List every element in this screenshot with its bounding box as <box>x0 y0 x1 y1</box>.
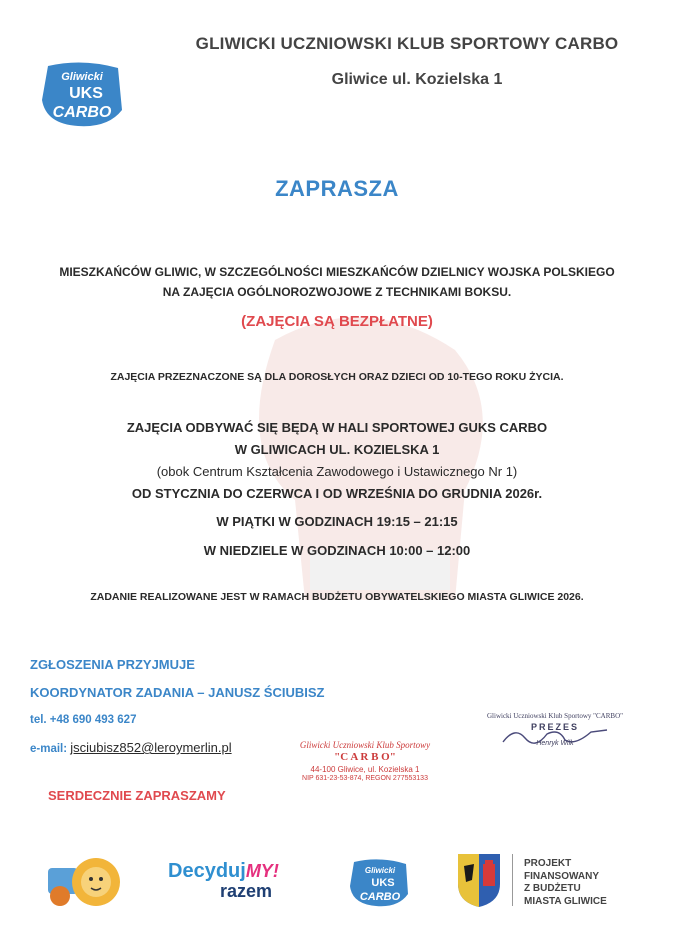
applications-label: ZGŁOSZENIA PRZYJMUJE <box>30 657 195 672</box>
boxing-glove-watermark <box>215 300 515 620</box>
place-line-1: ZAJĘCIA ODBYWAĆ SIĘ BĘDĄ W HALI SPORTOWEJ GUKS CARBO <box>126 420 548 435</box>
svg-text:Gliwicki: Gliwicki <box>364 866 396 875</box>
place-line-3: (obok Centrum Kształcenia Zawodowego i Ustawicznego Nr 1) <box>156 464 518 479</box>
svg-text:CARBO: CARBO <box>52 104 112 121</box>
razem-word: razem <box>220 881 273 901</box>
club-address: Gliwice ul. Kozielska 1 <box>331 71 503 88</box>
project-line-2: FINANSOWANY <box>524 870 599 882</box>
email-row <box>30 740 232 755</box>
email-link[interactable]: jsciubisz852@leroymerlin.pl <box>70 740 232 755</box>
free-note: (ZAJĘCIA SĄ BEZPŁATNE) <box>241 313 433 330</box>
closing-invite: SERDECZNIE ZAPRASZAMY <box>48 788 226 803</box>
svg-text:CARBO: CARBO <box>359 891 401 903</box>
decyduj-my-razem-logo <box>168 860 308 902</box>
svg-text:UKS: UKS <box>371 877 395 889</box>
budget-note: ZADANIE REALIZOWANE JEST W RAMACH BUDŻETU OBYWATELSKIEGO MIASTA GLIWICE 2026. <box>90 591 584 603</box>
signature-stamp <box>480 712 630 747</box>
project-line-1: PROJEKT <box>524 858 572 869</box>
place-line-2: W GLIWICACH UL. KOZIELSKA 1 <box>234 442 440 457</box>
club-name: GLIWICKI UCZNIOWSKI KLUB SPORTOWY CARBO <box>195 34 619 53</box>
guks-carbo-logo <box>38 60 126 130</box>
project-financing-text <box>524 858 607 908</box>
stamp-line-4: NIP 631-23-53-874, REGON 277553133 <box>302 775 428 782</box>
email-label: e-mail: <box>30 743 68 755</box>
intro-line-2: NA ZAJĘCIA OGÓLNOROZWOJOWE Z TECHNIKAMI BOKSU. <box>162 285 512 299</box>
project-line-3: Z BUDŻETU <box>524 883 581 894</box>
club-stamp <box>280 740 450 784</box>
project-line-4: MIASTA GLIWICE <box>524 895 607 907</box>
footer-divider <box>512 854 513 906</box>
phone-number: tel. +48 690 493 627 <box>30 714 137 726</box>
stamp-line-1: Gliwicki Uczniowski Klub Sportowy <box>299 740 431 750</box>
schedule-sunday: W NIEDZIELE W GODZINACH 10:00 – 12:00 <box>203 543 471 558</box>
headline: ZAPRASZA <box>275 176 399 201</box>
age-note: ZAJĘCIA PRZEZNACZONE SĄ DLA DOROSŁYCH ORAZ DZIECI OD 10-TEGO ROKU ŻYCIA. <box>110 371 564 383</box>
sun-lion-mascot-icon <box>46 852 126 910</box>
place-line-4: OD STYCZNIA DO CZERWCA I OD WRZEŚNIA DO GRUDNIA 2026r. <box>131 486 543 501</box>
guks-carbo-footer-logo <box>348 858 412 908</box>
svg-text:UKS: UKS <box>69 85 103 102</box>
sig-line-1: Gliwicki Uczniowski Klub Sportowy "CARBO" <box>487 712 623 720</box>
gliwice-coat-of-arms-icon <box>456 852 502 908</box>
sig-line-2: PREZES <box>530 722 579 732</box>
stamp-line-3: 44-100 Gliwice, ul. Kozielska 1 <box>310 765 420 774</box>
intro-line-1: MIESZKAŃCÓW GLIWIC, W SZCZEGÓLNOŚCI MIESZKAŃCÓW DZIELNICY WOJSKA POLSKIEGO <box>59 265 615 279</box>
sig-line-3: Henryk Wilk <box>536 740 574 747</box>
decyduj-word: Decyduj <box>168 860 246 882</box>
svg-text:Gliwicki: Gliwicki <box>61 71 103 83</box>
my-word: MY! <box>245 861 279 881</box>
coordinator-label: KOORDYNATOR ZADANIA – JANUSZ ŚCIUBISZ <box>30 685 325 700</box>
stamp-line-2: "C A R B O" <box>334 751 396 764</box>
schedule-friday: W PIĄTKI W GODZINACH 19:15 – 21:15 <box>216 514 458 529</box>
